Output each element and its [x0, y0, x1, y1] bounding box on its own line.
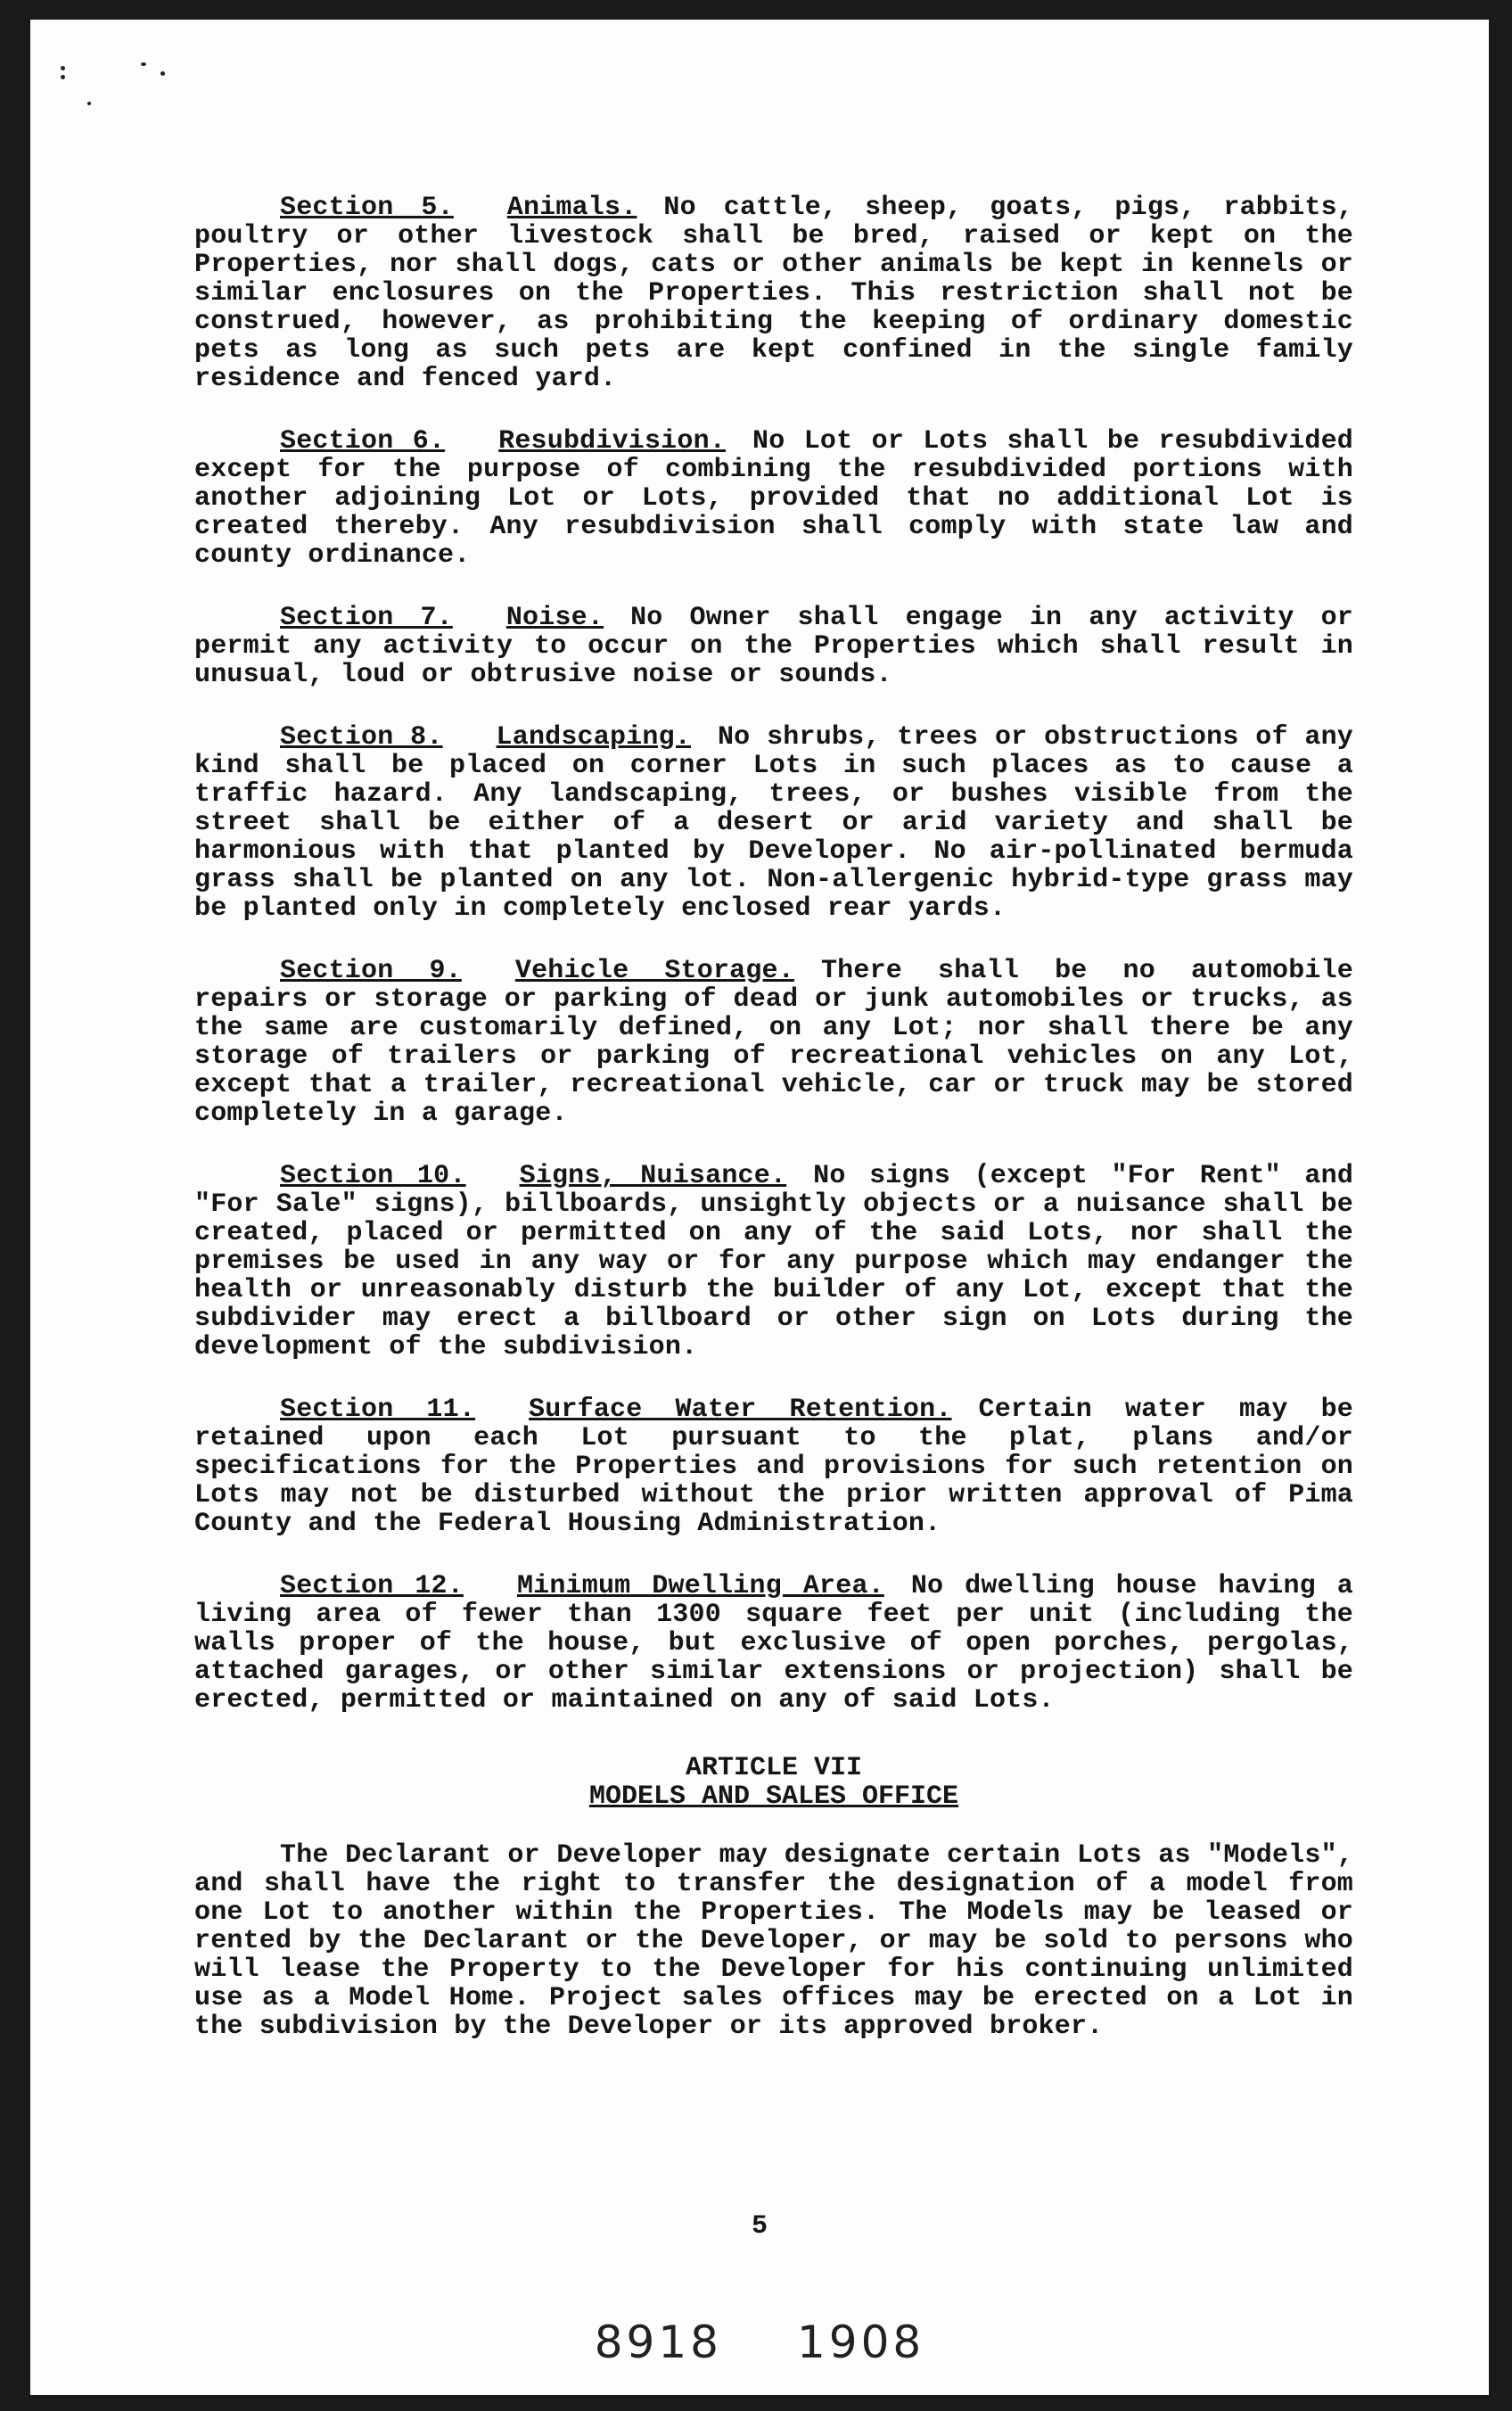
section-text: No Lot or Lots shall be resubdivided except for the purpose of combining the resubdivided portions with another adjoining Lot or Lots, provided that no additional Lot is created thereby. Any resubdivision shall comply with state law and county ordinance. [194, 426, 1354, 571]
section-6 [194, 427, 1353, 570]
section-number: Section 6. [280, 426, 446, 457]
section-title: Signs, Nuisance. [519, 1161, 787, 1191]
section-text: No Owner shall engage in any activity or permit any activity to occur on the Properties which shall result in unusual, loud or obtrusive noise or sounds. [194, 603, 1353, 690]
article-subheading: MODELS AND SALES OFFICE [588, 1782, 959, 1812]
section-9 [194, 957, 1353, 1128]
section-title: Animals. [506, 193, 637, 223]
section-title: Noise. [505, 603, 604, 633]
scan-speck [87, 102, 91, 105]
section-text: Certain water may be retained upon each Lot pursuant to the plat, plans and/or specifications for the Properties and provisions for such retention on Lots may not be disturbed without the prior written approval of Pima County and the Federal Housing Administration. [194, 1395, 1354, 1539]
section-5 [194, 193, 1353, 393]
section-number: Section 7. [280, 603, 453, 633]
section-number: Section 9. [280, 956, 462, 986]
section-7 [194, 604, 1353, 689]
document-stamp [30, 2316, 1489, 2368]
section-10 [194, 1162, 1353, 1362]
section-number: Section 11. [280, 1395, 476, 1425]
section-text: No dwelling house having a living area of fewer than 1300 square feet per unit (including the walls proper of the house, but exclusive of open porches, pergolas, attached garages, or other similar extensions or projection) shall be erected, permitted or maintained on any of said Lots. [194, 1571, 1354, 1716]
article-text: The Declarant or Developer may designate certain Lots as "Models", and shall have the right to transfer the designation of a model from one Lot to another within the Properties. The Models may be leased or rented by the Declarant or the Developer, or may be sold to persons who will lease the Property to the Developer for his continuing unlimited use as a Model Home. Project sales offices may be erected on a Lot in the subdivision by the Developer or its approved broker. [194, 1840, 1353, 2042]
section-title: Minimum Dwelling Area. [516, 1571, 884, 1601]
section-12 [194, 1572, 1353, 1715]
section-number: Section 12. [280, 1571, 464, 1601]
scan-speck [61, 75, 65, 79]
section-11 [194, 1395, 1353, 1538]
page-number: 5 [751, 2211, 768, 2242]
stamp-right: 1908 [797, 2316, 925, 2368]
section-title: Resubdivision. [498, 426, 726, 457]
document-body [194, 193, 1353, 2075]
section-title: Surface Water Retention. [529, 1395, 952, 1425]
section-title: Vehicle Storage. [514, 956, 794, 986]
section-text: There shall be no automobile repairs or storage or parking of dead or junk automobiles or trucks, as the same are customarily defined, on any Lot; nor shall there be any storage of trailers or parking of recreational vehicles on any Lot, except that a trailer, recreational vehicle, car or truck may be stored completely in a garage. [194, 956, 1354, 1129]
section-text: No cattle, sheep, goats, pigs, rabbits, poultry or other livestock shall be bred, raised or kept on the Properties, nor shall dogs, cats or other animals be kept in kennels or similar enclosures on the Properties. This restriction shall not be construed, however, as prohibiting the keeping of ordinary domestic pets as long as such pets are kept confined in the single family residence and fenced yard. [194, 193, 1354, 394]
scan-speck [141, 62, 146, 66]
scan-speck [160, 71, 165, 76]
section-number: Section 10. [280, 1161, 466, 1191]
scan-speck [61, 66, 65, 70]
section-number: Section 5. [280, 193, 454, 223]
section-text: No signs (except "For Rent" and "For Sale" signs), billboards, unsightly objects or a nuisance shall be created, placed or permitted on any of the said Lots, nor shall the premises be used in any way or for any purpose which may endanger the health or unreasonably disturb the builder of any Lot, except that the subdivider may erect a billboard or other sign on Lots during the development of the subdivision. [194, 1161, 1354, 1362]
article-heading-block [194, 1754, 1353, 1811]
section-number: Section 8. [280, 722, 443, 753]
stamp-left: 8918 [594, 2316, 722, 2368]
section-text: No shrubs, trees or obstructions of any kind shall be placed on corner Lots in such places as to cause a traffic hazard. Any landscaping, trees, or bushes visible from the street shall be either of a desert or arid variety and shall be harmonious with that planted by Developer. No air-pollinated bermuda grass shall be planted on any lot. Non-allergenic hybrid-type grass may be planted only in completely enclosed rear yards. [194, 722, 1353, 924]
section-8 [194, 723, 1353, 923]
document-page [30, 20, 1489, 2395]
section-title: Landscaping. [496, 722, 691, 753]
article-heading: ARTICLE VII [685, 1753, 863, 1783]
article-paragraph [194, 1841, 1353, 2041]
